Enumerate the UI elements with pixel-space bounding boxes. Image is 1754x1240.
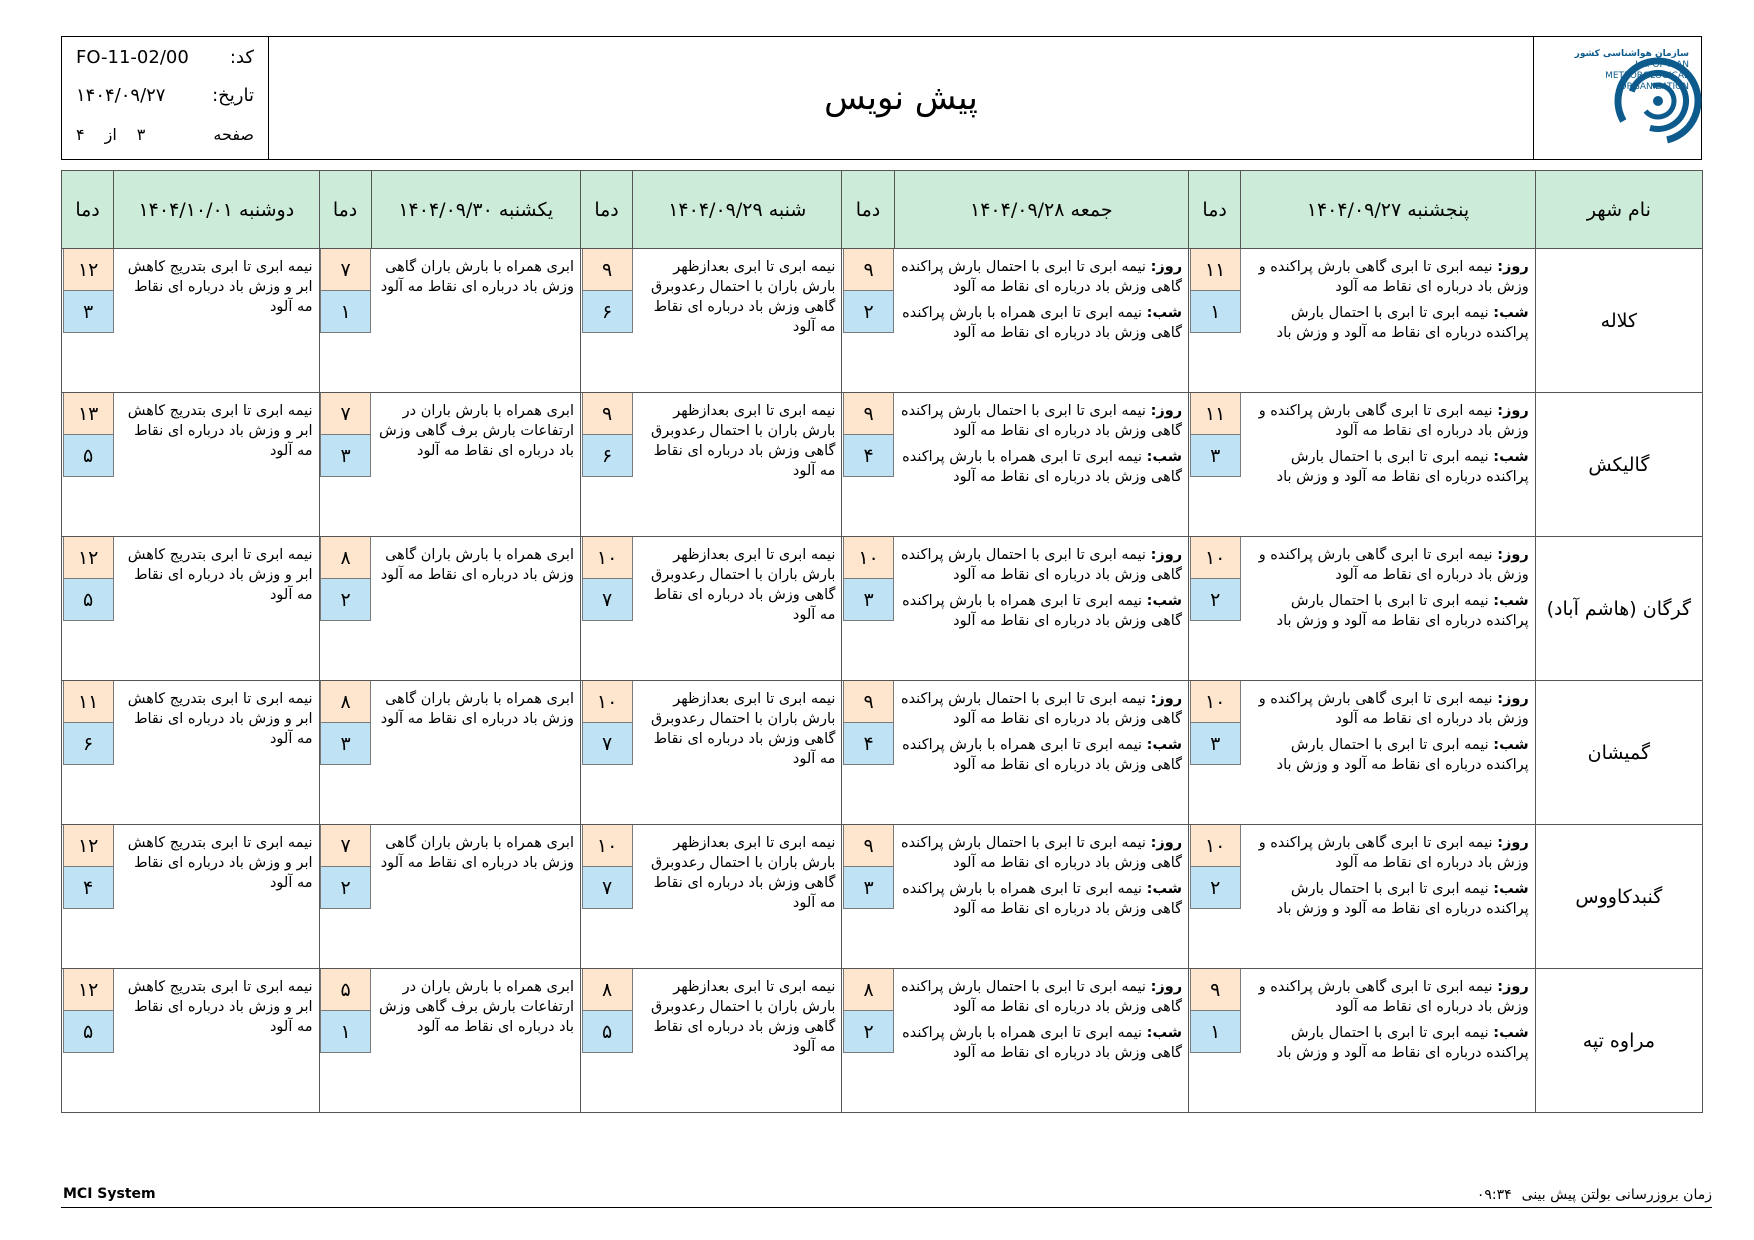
day-column-header: پنجشنبه ۱۴۰۴/۰۹/۲۷ [1241,171,1536,249]
min-temperature: ۷ [582,867,633,909]
forecast-text: نیمه ابری تا ابری بعدازظهر بارش باران با احتمال رعدوبرق گاهی وزش باد درباره ای نقاط مه آلود [651,547,836,623]
logo-text-en-3: ORGANIZATION [1619,82,1689,92]
min-temperature: ۵ [582,1011,633,1053]
min-temperature: ۱ [320,1011,371,1053]
temperature-cell [1189,681,1241,825]
night-label: شب: [1493,737,1529,753]
forecast-text: نیمه ابری تا ابری بتدریج کاهش ابر و وزش باد درباره ای نقاط مه آلود [127,547,313,603]
temperature-cell [580,969,632,1113]
max-temperature: ۱۲ [63,825,114,867]
temperature-cell [1189,249,1241,393]
forecast-description [1241,681,1536,825]
max-temperature: ۱۱ [1190,249,1241,291]
max-temperature: ۹ [843,825,894,867]
night-label: شب: [1493,1025,1529,1041]
max-temperature: ۷ [320,825,371,867]
night-forecast-text: نیمه ابری تا ابری همراه با بارش پراکنده گاهی وزش باد درباره ای نقاط مه آلود [902,305,1183,341]
night-forecast-text: نیمه ابری تا ابری همراه با بارش پراکنده گاهی وزش باد درباره ای نقاط مه آلود [902,1025,1183,1061]
day-forecast [900,545,1182,585]
min-temperature: ۶ [582,435,633,477]
logo-text [1559,49,1689,93]
day-forecast [900,401,1182,441]
day-forecast-text: نیمه ابری تا ابری گاهی بارش پراکنده و وزش باد درباره ای نقاط مه آلود [1258,403,1529,439]
forecast-text: نیمه ابری تا ابری بعدازظهر بارش باران با احتمال رعدوبرق گاهی وزش باد درباره ای نقاط مه آلود [651,403,836,479]
page-title: پیش نویس [269,37,1534,159]
night-label: شب: [1146,881,1183,897]
night-forecast [900,303,1182,343]
day-forecast-text: نیمه ابری تا ابری گاهی بارش پراکنده و وزش باد درباره ای نقاط مه آلود [1258,835,1529,871]
forecast-description [371,249,580,393]
max-temperature: ۹ [843,681,894,723]
temperature-cell [319,969,371,1113]
day-forecast [900,977,1182,1017]
min-temperature: ۳ [63,291,114,333]
min-temperature: ۲ [320,579,371,621]
day-forecast-text: نیمه ابری تا ابری با احتمال بارش پراکنده گاهی وزش باد درباره ای نقاط مه آلود [900,259,1183,295]
night-label: شب: [1146,737,1183,753]
night-forecast [900,447,1182,487]
forecast-text: نیمه ابری تا ابری بتدریج کاهش ابر و وزش باد درباره ای نقاط مه آلود [127,691,313,747]
max-temperature: ۹ [582,393,633,435]
temperature-cell [580,537,632,681]
temperature-cell [62,969,114,1113]
temperature-cell [1189,825,1241,969]
day-column-header: شنبه ۱۴۰۴/۰۹/۲۹ [633,171,842,249]
min-temperature: ۳ [320,435,371,477]
forecast-description [894,249,1189,393]
table-row [62,969,1703,1113]
temperature-cell [842,969,894,1113]
document-header [61,36,1702,160]
forecast-text: نیمه ابری تا ابری بتدریج کاهش ابر و وزش باد درباره ای نقاط مه آلود [127,259,313,315]
forecast-description [114,969,319,1113]
table-row [62,681,1703,825]
city-name: مراوه تپه [1535,969,1702,1113]
night-forecast-text: نیمه ابری تا ابری با احتمال بارش پراکنده درباره ای نقاط مه آلود و وزش باد [1276,1025,1529,1061]
max-temperature: ۸ [320,681,371,723]
day-column-header: جمعه ۱۴۰۴/۰۹/۲۸ [894,171,1189,249]
temp-column-header: دما [1189,171,1241,249]
temperature-cell [319,249,371,393]
temperature-cell [842,825,894,969]
forecast-text: ابری همراه با بارش باران گاهی وزش باد درباره ای نقاط مه آلود [380,547,574,583]
forecast-description [1241,393,1536,537]
forecast-text: نیمه ابری تا ابری بعدازظهر بارش باران با احتمال رعدوبرق گاهی وزش باد درباره ای نقاط مه آلود [651,691,836,767]
forecast-description [633,825,842,969]
forecast-description [371,825,580,969]
day-forecast [900,689,1182,729]
max-temperature: ۱۰ [582,681,633,723]
code-row [76,47,254,68]
min-temperature: ۱ [1190,1011,1241,1053]
max-temperature: ۷ [320,393,371,435]
day-forecast [1247,689,1529,729]
night-forecast-text: نیمه ابری تا ابری با احتمال بارش پراکنده درباره ای نقاط مه آلود و وزش باد [1276,737,1529,773]
night-forecast [1247,591,1529,631]
table-row [62,537,1703,681]
max-temperature: ۱۰ [582,825,633,867]
forecast-description [114,825,319,969]
night-label: شب: [1493,449,1529,465]
night-forecast-text: نیمه ابری تا ابری همراه با بارش پراکنده گاهی وزش باد درباره ای نقاط مه آلود [902,737,1183,773]
max-temperature: ۱۰ [582,537,633,579]
page-numbers [76,125,145,144]
max-temperature: ۱۳ [63,393,114,435]
forecast-description [633,681,842,825]
forecast-text: نیمه ابری تا ابری بعدازظهر بارش باران با احتمال رعدوبرق گاهی وزش باد درباره ای نقاط مه آلود [651,259,836,335]
temperature-cell [580,393,632,537]
max-temperature: ۱۰ [843,537,894,579]
forecast-description [894,681,1189,825]
max-temperature: ۱۲ [63,249,114,291]
min-temperature: ۳ [1190,435,1241,477]
logo-text-en-2: METEOROLOGICAL [1605,71,1689,81]
night-forecast-text: نیمه ابری تا ابری با احتمال بارش پراکنده درباره ای نقاط مه آلود و وزش باد [1276,305,1529,341]
forecast-text: نیمه ابری تا ابری بتدریج کاهش ابر و وزش باد درباره ای نقاط مه آلود [127,979,313,1035]
table-row [62,825,1703,969]
day-forecast-text: نیمه ابری تا ابری گاهی بارش پراکنده و وزش باد درباره ای نقاط مه آلود [1258,547,1529,583]
night-forecast-text: نیمه ابری تا ابری همراه با بارش پراکنده گاهی وزش باد درباره ای نقاط مه آلود [902,593,1183,629]
page-total: ۴ [76,125,85,144]
forecast-description [633,537,842,681]
forecast-table [61,170,1703,1113]
night-forecast [1247,303,1529,343]
forecast-text: ابری همراه با بارش باران گاهی وزش باد درباره ای نقاط مه آلود [380,691,574,727]
day-label: روز: [1497,691,1529,707]
night-label: شب: [1493,881,1529,897]
day-forecast-text: نیمه ابری تا ابری گاهی بارش پراکنده و وزش باد درباره ای نقاط مه آلود [1258,691,1529,727]
night-forecast-text: نیمه ابری تا ابری با احتمال بارش پراکنده درباره ای نقاط مه آلود و وزش باد [1276,881,1529,917]
night-label: شب: [1493,305,1529,321]
night-forecast [900,591,1182,631]
forecast-description [114,537,319,681]
day-label: روز: [1497,547,1529,563]
day-label: روز: [1150,835,1183,851]
max-temperature: ۹ [843,393,894,435]
forecast-table-body [62,249,1703,1113]
day-label: روز: [1150,691,1183,707]
temperature-cell [842,249,894,393]
temperature-cell [1189,393,1241,537]
min-temperature: ۶ [63,723,114,765]
min-temperature: ۴ [843,723,894,765]
forecast-description [894,969,1189,1113]
day-forecast [900,257,1182,297]
max-temperature: ۷ [320,249,371,291]
day-forecast [1247,977,1529,1017]
day-forecast-text: نیمه ابری تا ابری گاهی بارش پراکنده و وزش باد درباره ای نقاط مه آلود [1258,979,1529,1015]
city-name: گرگان (هاشم آباد) [1535,537,1702,681]
temperature-cell [580,681,632,825]
temperature-cell [1189,969,1241,1113]
max-temperature: ۸ [582,969,633,1011]
min-temperature: ۲ [1190,867,1241,909]
temperature-cell [62,249,114,393]
footer-system: MCI System [63,1186,156,1202]
temp-column-header: دما [62,171,114,249]
table-header-row [62,171,1703,249]
temperature-cell [319,825,371,969]
night-forecast-text: نیمه ابری تا ابری با احتمال بارش پراکنده درباره ای نقاط مه آلود و وزش باد [1276,593,1529,629]
min-temperature: ۵ [63,435,114,477]
forecast-description [371,969,580,1113]
forecast-description [1241,537,1536,681]
day-forecast-text: نیمه ابری تا ابری با احتمال بارش پراکنده گاهی وزش باد درباره ای نقاط مه آلود [900,835,1183,871]
day-label: روز: [1150,979,1183,995]
forecast-description [371,537,580,681]
code-value: FO-11-02/00 [76,47,189,68]
max-temperature: ۹ [1190,969,1241,1011]
day-forecast-text: نیمه ابری تا ابری با احتمال بارش پراکنده گاهی وزش باد درباره ای نقاط مه آلود [900,979,1183,1015]
logo-text-en-1: I.R. OF IRAN [1635,60,1689,70]
night-forecast [900,735,1182,775]
day-forecast-text: نیمه ابری تا ابری با احتمال بارش پراکنده گاهی وزش باد درباره ای نقاط مه آلود [900,403,1183,439]
city-name: گالیکش [1535,393,1702,537]
night-label: شب: [1146,305,1183,321]
forecast-description [894,825,1189,969]
code-label: کد: [229,47,254,68]
day-label: روز: [1150,403,1183,419]
city-name: کلاله [1535,249,1702,393]
temperature-cell [580,825,632,969]
day-forecast-text: نیمه ابری تا ابری گاهی بارش پراکنده و وزش باد درباره ای نقاط مه آلود [1258,259,1529,295]
night-forecast [1247,447,1529,487]
forecast-description [1241,969,1536,1113]
forecast-text: ابری همراه با بارش باران در ارتفاعات بارش برف گاهی وزش باد درباره ای نقاط مه آلود [379,403,574,459]
forecast-text: نیمه ابری تا ابری بعدازظهر بارش باران با احتمال رعدوبرق گاهی وزش باد درباره ای نقاط مه آلود [651,979,836,1055]
min-temperature: ۳ [320,723,371,765]
day-forecast-text: نیمه ابری تا ابری با احتمال بارش پراکنده گاهی وزش باد درباره ای نقاط مه آلود [900,691,1183,727]
day-column-header: دوشنبه ۱۴۰۴/۱۰/۰۱ [114,171,319,249]
day-label: روز: [1150,547,1183,563]
night-label: شب: [1493,593,1529,609]
temperature-cell [319,393,371,537]
day-label: روز: [1497,835,1529,851]
temperature-cell [842,681,894,825]
min-temperature: ۷ [582,723,633,765]
min-temperature: ۵ [63,1011,114,1053]
forecast-description [114,249,319,393]
temperature-cell [319,537,371,681]
night-forecast-text: نیمه ابری تا ابری با احتمال بارش پراکنده درباره ای نقاط مه آلود و وزش باد [1276,449,1529,485]
max-temperature: ۱۱ [63,681,114,723]
page-current: ۳ [136,125,146,144]
forecast-text: نیمه ابری تا ابری بعدازظهر بارش باران با احتمال رعدوبرق گاهی وزش باد درباره ای نقاط مه آلود [651,835,836,911]
day-forecast-text: نیمه ابری تا ابری با احتمال بارش پراکنده گاهی وزش باد درباره ای نقاط مه آلود [900,547,1183,583]
max-temperature: ۱۰ [1190,825,1241,867]
date-label: تاریخ: [212,85,254,106]
table-row [62,393,1703,537]
min-temperature: ۲ [843,1011,894,1053]
forecast-description [1241,249,1536,393]
forecast-text: ابری همراه با بارش باران در ارتفاعات بارش برف گاهی وزش باد درباره ای نقاط مه آلود [379,979,574,1035]
forecast-description [633,393,842,537]
footer-update-time: ۰۹:۳۴ [1476,1187,1512,1203]
forecast-description [894,393,1189,537]
temperature-cell [1189,537,1241,681]
temperature-cell [319,681,371,825]
min-temperature: ۲ [843,291,894,333]
forecast-description [371,681,580,825]
temperature-cell [842,393,894,537]
max-temperature: ۱۱ [1190,393,1241,435]
night-forecast [900,1023,1182,1063]
night-label: شب: [1146,593,1183,609]
min-temperature: ۵ [63,579,114,621]
forecast-description [1241,825,1536,969]
temperature-cell [580,249,632,393]
min-temperature: ۴ [63,867,114,909]
forecast-text: ابری همراه با بارش باران گاهی وزش باد درباره ای نقاط مه آلود [380,835,574,871]
max-temperature: ۹ [582,249,633,291]
night-forecast-text: نیمه ابری تا ابری همراه با بارش پراکنده گاهی وزش باد درباره ای نقاط مه آلود [902,449,1183,485]
city-name: گمیشان [1535,681,1702,825]
forecast-description [633,249,842,393]
temperature-cell [62,393,114,537]
city-column-header: نام شهر [1535,171,1702,249]
logo-text-fa: سازمان هواشناسی کشور [1574,49,1689,59]
day-forecast [1247,401,1529,441]
min-temperature: ۱ [1190,291,1241,333]
footer-update-label: زمان بروزرسانی بولتن پیش بینی [1521,1187,1712,1203]
day-forecast [1247,257,1529,297]
min-temperature: ۷ [582,579,633,621]
temperature-cell [62,681,114,825]
min-temperature: ۳ [843,579,894,621]
day-label: روز: [1150,259,1183,275]
page-row [76,125,254,144]
forecast-description [894,537,1189,681]
night-forecast-text: نیمه ابری تا ابری همراه با بارش پراکنده گاهی وزش باد درباره ای نقاط مه آلود [902,881,1183,917]
max-temperature: ۵ [320,969,371,1011]
day-forecast [1247,833,1529,873]
day-forecast [1247,545,1529,585]
temp-column-header: دما [842,171,894,249]
max-temperature: ۸ [320,537,371,579]
footer-update [1477,1187,1712,1203]
date-row [76,85,254,106]
city-name: گنبدکاووس [1535,825,1702,969]
document-meta [62,37,269,159]
day-column-header: یکشنبه ۱۴۰۴/۰۹/۳۰ [371,171,580,249]
night-label: شب: [1146,1025,1183,1041]
min-temperature: ۶ [582,291,633,333]
page-label: صفحه [213,125,254,144]
max-temperature: ۹ [843,249,894,291]
night-forecast [1247,1023,1529,1063]
day-label: روز: [1497,403,1529,419]
day-label: روز: [1497,259,1529,275]
forecast-text: نیمه ابری تا ابری بتدریج کاهش ابر و وزش باد درباره ای نقاط مه آلود [127,835,313,891]
night-label: شب: [1146,449,1183,465]
temperature-cell [842,537,894,681]
forecast-text: نیمه ابری تا ابری بتدریج کاهش ابر و وزش باد درباره ای نقاط مه آلود [127,403,313,459]
temp-column-header: دما [319,171,371,249]
min-temperature: ۲ [320,867,371,909]
min-temperature: ۳ [843,867,894,909]
forecast-description [114,393,319,537]
forecast-description [633,969,842,1113]
max-temperature: ۱۰ [1190,681,1241,723]
day-forecast [900,833,1182,873]
night-forecast [900,879,1182,919]
table-row [62,249,1703,393]
forecast-description [114,681,319,825]
min-temperature: ۳ [1190,723,1241,765]
night-forecast [1247,735,1529,775]
max-temperature: ۱۲ [63,537,114,579]
footer-divider [61,1207,1712,1208]
night-forecast [1247,879,1529,919]
min-temperature: ۴ [843,435,894,477]
temp-column-header: دما [580,171,632,249]
forecast-text: ابری همراه با بارش باران گاهی وزش باد درباره ای نقاط مه آلود [380,259,574,295]
min-temperature: ۲ [1190,579,1241,621]
max-temperature: ۱۰ [1190,537,1241,579]
min-temperature: ۱ [320,291,371,333]
temperature-cell [62,537,114,681]
forecast-description [371,393,580,537]
date-value: ۱۴۰۴/۰۹/۲۷ [76,85,166,106]
page-of: از [104,125,117,144]
max-temperature: ۸ [843,969,894,1011]
logo [1534,37,1701,159]
max-temperature: ۱۲ [63,969,114,1011]
day-label: روز: [1497,979,1529,995]
temperature-cell [62,825,114,969]
